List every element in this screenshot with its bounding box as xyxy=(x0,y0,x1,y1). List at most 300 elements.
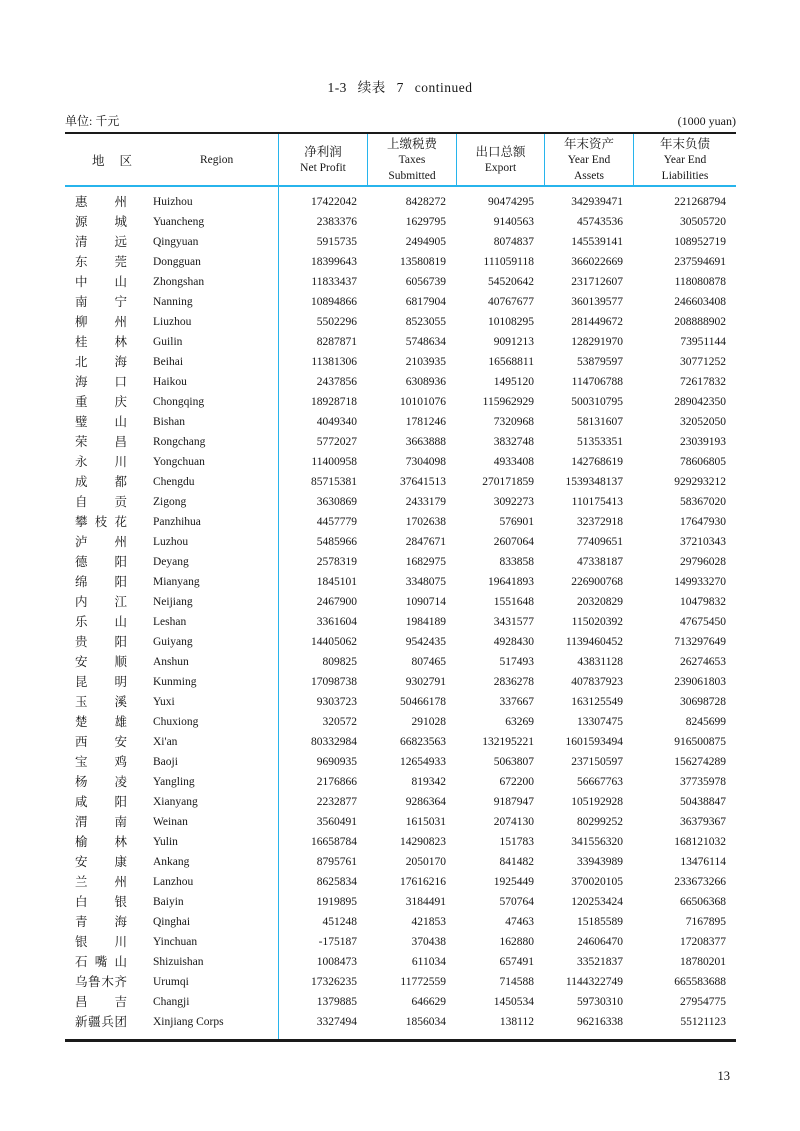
value-cell-0: 17326235 xyxy=(311,976,357,988)
region-cell xyxy=(65,972,278,992)
value-cell-1: 2050170 xyxy=(405,856,446,868)
value-cell-4: 17208377 xyxy=(680,936,726,948)
value-cell-3: 145539141 xyxy=(571,236,623,248)
value-cell-4: 32052050 xyxy=(680,416,726,428)
value-cell-1: 66823563 xyxy=(400,736,446,748)
region-cell xyxy=(65,872,278,892)
value-cell-0: 809825 xyxy=(322,656,357,668)
table-row xyxy=(65,972,736,992)
value-cell-1: 9302791 xyxy=(405,676,446,688)
value-cell-2: 2836278 xyxy=(493,676,534,688)
value-cell-2: 2607064 xyxy=(493,536,534,548)
value-cell-1: 9542435 xyxy=(405,636,446,648)
value-cell-4: 47675450 xyxy=(680,616,726,628)
region-name-cn: 银川 xyxy=(75,935,127,949)
value-cell-0: 85715381 xyxy=(311,476,357,488)
value-cell-2: 9140563 xyxy=(493,216,534,228)
table-row xyxy=(65,372,736,392)
value-cell-2: 1495120 xyxy=(493,376,534,388)
value-cell-0: 2176866 xyxy=(316,776,357,788)
value-cell-2: 657491 xyxy=(499,956,534,968)
region-name-en: Haikou xyxy=(153,376,187,388)
value-cell-3: 341556320 xyxy=(571,836,623,848)
value-cell-4: 30771252 xyxy=(680,356,726,368)
region-name-en: Zhongshan xyxy=(153,276,205,288)
value-cell-4: 30698728 xyxy=(680,696,726,708)
value-cell-4: 221268794 xyxy=(674,196,726,208)
table-row xyxy=(65,392,736,412)
value-cell-4: 7167895 xyxy=(685,916,726,928)
value-cell-2: 132195221 xyxy=(482,736,534,748)
region-cell xyxy=(65,752,278,772)
region-name-en: Chongqing xyxy=(153,396,205,408)
value-cell-0: 1919895 xyxy=(316,896,357,908)
value-cell-3: 237150597 xyxy=(571,756,623,768)
value-cell-2: 10108295 xyxy=(488,316,534,328)
value-cell-2: 576901 xyxy=(499,516,534,528)
region-name-en: Rongchang xyxy=(153,436,206,448)
value-cell-4: 29796028 xyxy=(680,556,726,568)
region-name-en: Shizuishan xyxy=(153,956,204,968)
value-cell-2: 54520642 xyxy=(488,276,534,288)
value-cell-2: 19641893 xyxy=(488,576,534,588)
value-cell-2: 7320968 xyxy=(493,416,534,428)
region-name-cn: 昆明 xyxy=(75,675,127,689)
region-name-en: Lanzhou xyxy=(153,876,194,888)
value-cell-3: 58131607 xyxy=(577,416,623,428)
value-cell-3: 281449672 xyxy=(571,316,623,328)
value-cell-2: 4928430 xyxy=(493,636,534,648)
column-header-4 xyxy=(633,134,736,185)
value-cell-4: 78606805 xyxy=(680,456,726,468)
value-cell-2: 3832748 xyxy=(493,436,534,448)
value-cell-3: 120253424 xyxy=(571,896,623,908)
value-cell-3: 360139577 xyxy=(571,296,623,308)
value-cell-0: 3361604 xyxy=(316,616,357,628)
table-row xyxy=(65,872,736,892)
region-name-cn: 安顺 xyxy=(75,655,127,669)
region-name-en: Deyang xyxy=(153,556,189,568)
value-cell-2: 833858 xyxy=(499,556,534,568)
value-cell-1: 8428272 xyxy=(405,196,446,208)
table-row xyxy=(65,1012,736,1032)
value-cell-4: 72617832 xyxy=(680,376,726,388)
value-cell-3: 1601593494 xyxy=(565,736,623,748)
value-cell-3: 142768619 xyxy=(571,456,623,468)
statistics-table xyxy=(65,132,736,1042)
region-cell xyxy=(65,992,278,1012)
region-cell xyxy=(65,192,278,212)
region-cell xyxy=(65,692,278,712)
value-cell-4: 916500875 xyxy=(674,736,726,748)
value-cell-3: 114706788 xyxy=(571,376,623,388)
value-cell-2: 517493 xyxy=(499,656,534,668)
region-name-en: Mianyang xyxy=(153,576,200,588)
table-row xyxy=(65,272,736,292)
column-header-en: Taxes xyxy=(398,154,426,166)
region-name-en: Baoji xyxy=(153,756,178,768)
value-cell-1: 646629 xyxy=(411,996,446,1008)
table-row xyxy=(65,532,736,552)
table-row xyxy=(65,952,736,972)
value-cell-0: 11833437 xyxy=(311,276,357,288)
table-row xyxy=(65,332,736,352)
region-name-en: Qingyuan xyxy=(153,236,199,248)
table-row xyxy=(65,832,736,852)
region-cell xyxy=(65,312,278,332)
value-cell-4: 58367020 xyxy=(680,496,726,508)
region-cell xyxy=(65,732,278,752)
value-cell-1: 13580819 xyxy=(400,256,446,268)
table-row xyxy=(65,512,736,532)
region-name-en: Chuxiong xyxy=(153,716,199,728)
region-cell xyxy=(65,272,278,292)
value-cell-0: 5485966 xyxy=(316,536,357,548)
value-cell-1: 50466178 xyxy=(400,696,446,708)
column-header-cn: 净利润 xyxy=(304,145,342,159)
region-cell xyxy=(65,932,278,952)
region-name-en: Changji xyxy=(153,996,190,1008)
value-cell-4: 8245699 xyxy=(685,716,726,728)
region-cell xyxy=(65,652,278,672)
value-cell-0: 2467900 xyxy=(316,596,357,608)
value-cell-4: 30505720 xyxy=(680,216,726,228)
value-cell-1: 1702638 xyxy=(405,516,446,528)
value-cell-3: 53879597 xyxy=(577,356,623,368)
region-name-cn: 绵阳 xyxy=(75,575,127,589)
value-cell-4: 289042350 xyxy=(674,396,726,408)
region-name-cn: 柳州 xyxy=(75,315,127,329)
value-cell-1: 17616216 xyxy=(400,876,446,888)
value-cell-3: 33943989 xyxy=(577,856,623,868)
region-cell xyxy=(65,712,278,732)
region-name-cn: 石嘴山 xyxy=(75,955,127,969)
table-row xyxy=(65,492,736,512)
value-cell-0: 2383376 xyxy=(316,216,357,228)
value-cell-0: 14405062 xyxy=(311,636,357,648)
value-cell-0: 3327494 xyxy=(316,1016,357,1028)
value-cell-1: 421853 xyxy=(411,916,446,928)
table-row xyxy=(65,432,736,452)
table-row xyxy=(65,772,736,792)
region-name-en: Weinan xyxy=(153,816,188,828)
region-name-cn: 贵阳 xyxy=(75,635,127,649)
value-cell-1: 1615031 xyxy=(405,816,446,828)
value-cell-1: 1984189 xyxy=(405,616,446,628)
column-header-en: Liabilities xyxy=(661,170,709,182)
value-cell-1: 2433179 xyxy=(405,496,446,508)
value-cell-2: 337667 xyxy=(499,696,534,708)
value-cell-3: 1539348137 xyxy=(565,476,623,488)
value-cell-4: 208888902 xyxy=(674,316,726,328)
value-cell-1: 6817904 xyxy=(405,296,446,308)
region-cell xyxy=(65,352,278,372)
table-row xyxy=(65,252,736,272)
value-cell-1: 5748634 xyxy=(405,336,446,348)
value-cell-0: 2578319 xyxy=(316,556,357,568)
region-cell xyxy=(65,392,278,412)
value-cell-1: 3663888 xyxy=(405,436,446,448)
region-cell xyxy=(65,472,278,492)
table-row xyxy=(65,452,736,472)
value-cell-0: 8795761 xyxy=(316,856,357,868)
region-name-cn: 乌鲁木齐 xyxy=(75,975,127,989)
region-name-en: Qinghai xyxy=(153,916,191,928)
column-header-1 xyxy=(367,134,456,185)
region-name-cn: 东莞 xyxy=(75,255,127,269)
region-cell xyxy=(65,372,278,392)
value-cell-1: 611034 xyxy=(411,956,446,968)
value-cell-3: 342939471 xyxy=(571,196,623,208)
value-cell-3: 13307475 xyxy=(577,716,623,728)
region-name-cn: 清远 xyxy=(75,235,127,249)
region-name-en: Neijiang xyxy=(153,596,193,608)
region-name-en: Yulin xyxy=(153,836,178,848)
region-name-cn: 惠州 xyxy=(75,195,127,209)
value-cell-1: 2494905 xyxy=(405,236,446,248)
table-header-row xyxy=(65,134,736,187)
value-cell-2: 111059118 xyxy=(483,256,534,268)
column-header-cn: 上缴税费 xyxy=(386,137,437,151)
region-cell xyxy=(65,892,278,912)
value-cell-2: 1551648 xyxy=(493,596,534,608)
region-cell xyxy=(65,912,278,932)
value-cell-1: 2103935 xyxy=(405,356,446,368)
region-name-cn: 自贡 xyxy=(75,495,127,509)
value-cell-2: 1925449 xyxy=(493,876,534,888)
region-cell xyxy=(65,772,278,792)
region-cell xyxy=(65,852,278,872)
value-cell-2: 90474295 xyxy=(488,196,534,208)
region-cell xyxy=(65,432,278,452)
region-cell xyxy=(65,812,278,832)
region-cell xyxy=(65,612,278,632)
region-cell xyxy=(65,632,278,652)
region-name-en: Panzhihua xyxy=(153,516,201,528)
value-cell-3: 32372918 xyxy=(577,516,623,528)
region-name-cn: 玉溪 xyxy=(75,695,127,709)
column-header-en: Year End xyxy=(663,154,707,166)
value-cell-2: 1450534 xyxy=(493,996,534,1008)
region-name-en: Chengdu xyxy=(153,476,195,488)
value-cell-4: 149933270 xyxy=(674,576,726,588)
table-content xyxy=(65,112,736,1084)
region-name-cn: 杨凌 xyxy=(75,775,127,789)
table-row xyxy=(65,312,736,332)
region-name-en: Yongchuan xyxy=(153,456,205,468)
table-row xyxy=(65,892,736,912)
region-name-en: Nanning xyxy=(153,296,193,308)
column-header-en: Submitted xyxy=(388,170,436,182)
value-cell-3: 45743536 xyxy=(577,216,623,228)
value-cell-2: 9091213 xyxy=(493,336,534,348)
region-name-en: Xianyang xyxy=(153,796,198,808)
value-cell-4: 18780201 xyxy=(680,956,726,968)
value-cell-3: 59730310 xyxy=(577,996,623,1008)
value-cell-1: 1682975 xyxy=(405,556,446,568)
page-title: 1-3 续表 7 continued xyxy=(327,80,473,95)
region-cell xyxy=(65,1012,278,1032)
value-cell-1: 291028 xyxy=(411,716,446,728)
region-name-en: Bishan xyxy=(153,416,185,428)
column-header-3 xyxy=(544,134,633,185)
column-header-cn: 年末资产 xyxy=(563,137,614,151)
value-cell-2: 151783 xyxy=(499,836,534,848)
value-cell-4: 929293212 xyxy=(674,476,726,488)
region-name-cn: 荣昌 xyxy=(75,435,127,449)
value-cell-0: 3630869 xyxy=(316,496,357,508)
value-cell-3: 231712607 xyxy=(571,276,623,288)
region-name-en: Xinjiang Corps xyxy=(153,1016,224,1028)
region-name-en: Dongguan xyxy=(153,256,201,268)
value-cell-2: 714588 xyxy=(499,976,534,988)
value-cell-2: 672200 xyxy=(499,776,534,788)
table-row xyxy=(65,212,736,232)
table-row xyxy=(65,632,736,652)
region-name-en: Luzhou xyxy=(153,536,189,548)
region-name-cn: 内江 xyxy=(75,595,127,609)
value-cell-4: 237594691 xyxy=(674,256,726,268)
value-cell-0: 8625834 xyxy=(316,876,357,888)
region-name-en: Yangling xyxy=(153,776,195,788)
value-cell-0: 451248 xyxy=(322,916,357,928)
column-header-0 xyxy=(278,134,367,185)
value-cell-1: 8523055 xyxy=(405,316,446,328)
value-cell-2: 138112 xyxy=(499,1016,534,1028)
value-cell-1: 7304098 xyxy=(405,456,446,468)
value-cell-2: 47463 xyxy=(505,916,534,928)
value-cell-2: 270171859 xyxy=(482,476,534,488)
column-header-region xyxy=(65,134,278,185)
value-cell-4: 55121123 xyxy=(680,1016,726,1028)
table-row xyxy=(65,352,736,372)
region-cell xyxy=(65,212,278,232)
value-cell-0: 1379885 xyxy=(316,996,357,1008)
table-row xyxy=(65,792,736,812)
region-name-en: Anshun xyxy=(153,656,189,668)
value-cell-0: 11400958 xyxy=(311,456,357,468)
value-cell-0: 8287871 xyxy=(316,336,357,348)
value-cell-0: 3560491 xyxy=(316,816,357,828)
table-row xyxy=(65,192,736,212)
value-cell-2: 841482 xyxy=(499,856,534,868)
region-cell xyxy=(65,832,278,852)
value-cell-4: 73951144 xyxy=(680,336,726,348)
table-row xyxy=(65,932,736,952)
value-cell-2: 5063807 xyxy=(493,756,534,768)
table-row xyxy=(65,712,736,732)
value-cell-1: 10101076 xyxy=(400,396,446,408)
value-cell-3: 407837923 xyxy=(571,676,623,688)
region-name-cn: 乐山 xyxy=(75,615,127,629)
region-name-en: Huizhou xyxy=(153,196,193,208)
region-cell xyxy=(65,672,278,692)
value-cell-1: 6308936 xyxy=(405,376,446,388)
region-name-en: Ankang xyxy=(153,856,190,868)
value-cell-0: 18399643 xyxy=(311,256,357,268)
region-name-cn: 北海 xyxy=(75,355,127,369)
column-header-en: Net Profit xyxy=(300,162,346,174)
value-cell-0: 18928718 xyxy=(311,396,357,408)
value-cell-3: 15185589 xyxy=(577,916,623,928)
table-row xyxy=(65,572,736,592)
region-cell xyxy=(65,572,278,592)
value-cell-2: 2074130 xyxy=(493,816,534,828)
value-cell-4: 233673266 xyxy=(674,876,726,888)
value-cell-1: 6056739 xyxy=(405,276,446,288)
value-cell-4: 108952719 xyxy=(674,236,726,248)
value-cell-3: 20320829 xyxy=(577,596,623,608)
value-cell-2: 40767677 xyxy=(488,296,534,308)
region-name-cn: 中山 xyxy=(75,275,127,289)
value-cell-0: 10894866 xyxy=(311,296,357,308)
value-cell-0: 9690935 xyxy=(316,756,357,768)
value-cell-4: 239061803 xyxy=(674,676,726,688)
value-cell-4: 36379367 xyxy=(680,816,726,828)
unit-row xyxy=(65,112,736,129)
value-cell-2: 9187947 xyxy=(493,796,534,808)
region-name-cn: 永川 xyxy=(75,455,127,469)
value-cell-4: 13476114 xyxy=(680,856,726,868)
value-cell-0: 5772027 xyxy=(316,436,357,448)
value-cell-1: 14290823 xyxy=(400,836,446,848)
value-cell-3: 24606470 xyxy=(577,936,623,948)
table-row xyxy=(65,672,736,692)
region-name-cn: 咸阳 xyxy=(75,795,127,809)
value-cell-4: 665583688 xyxy=(674,976,726,988)
region-name-cn: 成都 xyxy=(75,475,127,489)
column-header-cn: 年末负债 xyxy=(659,137,710,151)
region-name-cn: 榆林 xyxy=(75,835,127,849)
value-cell-4: 27954775 xyxy=(680,996,726,1008)
value-cell-1: 3348075 xyxy=(405,576,446,588)
column-header-cn: 出口总额 xyxy=(475,145,526,159)
region-name-cn: 重庆 xyxy=(75,395,127,409)
value-cell-0: 11381306 xyxy=(311,356,357,368)
value-cell-2: 63269 xyxy=(505,716,534,728)
region-name-cn: 青海 xyxy=(75,915,127,929)
value-cell-3: 1139460452 xyxy=(565,636,623,648)
table-row xyxy=(65,652,736,672)
table-row xyxy=(65,232,736,252)
region-name-cn: 新疆兵团 xyxy=(75,1015,127,1029)
value-cell-1: 1856034 xyxy=(405,1016,446,1028)
value-cell-3: 51353351 xyxy=(577,436,623,448)
value-cell-2: 115962929 xyxy=(482,396,534,408)
region-name-cn: 兰州 xyxy=(75,875,127,889)
region-cell xyxy=(65,332,278,352)
table-body xyxy=(65,187,736,1039)
region-name-en: Guiyang xyxy=(153,636,193,648)
region-name-en: Xi'an xyxy=(153,736,178,748)
region-cell xyxy=(65,492,278,512)
value-cell-1: 1781246 xyxy=(405,416,446,428)
value-cell-3: 1144322749 xyxy=(565,976,623,988)
value-cell-0: 5502296 xyxy=(316,316,357,328)
unit-label-en: (1000 yuan) xyxy=(677,114,736,128)
region-name-cn: 南宁 xyxy=(75,295,127,309)
region-cell xyxy=(65,952,278,972)
region-cell xyxy=(65,592,278,612)
value-cell-3: 43831128 xyxy=(577,656,623,668)
value-cell-1: 807465 xyxy=(411,656,446,668)
value-cell-3: 33521837 xyxy=(577,956,623,968)
value-cell-0: 1008473 xyxy=(316,956,357,968)
value-cell-1: 37641513 xyxy=(400,476,446,488)
region-name-en: Yuancheng xyxy=(153,216,205,228)
value-cell-4: 246603408 xyxy=(674,296,726,308)
value-cell-4: 10479832 xyxy=(680,596,726,608)
